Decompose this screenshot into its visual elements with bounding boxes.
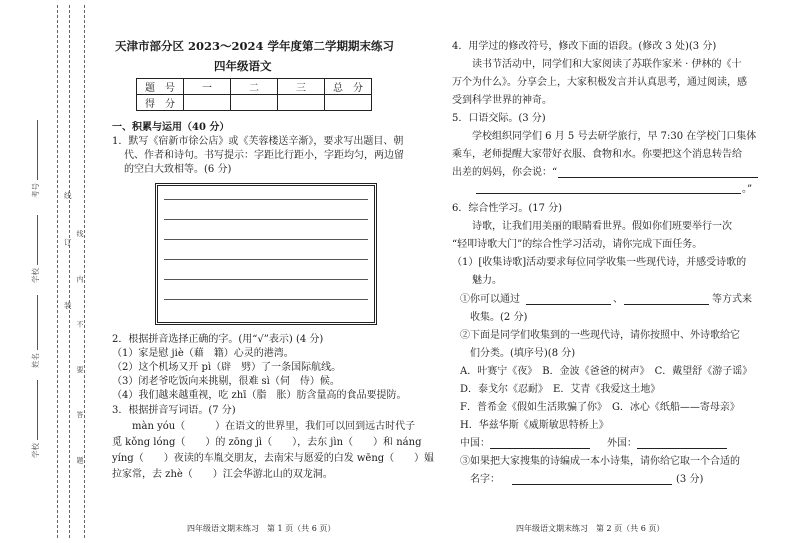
q5-answer-line-2[interactable] xyxy=(476,193,741,194)
score-input-cell[interactable] xyxy=(184,95,231,111)
q3-title: 3．根据拼音写词语。(7 分) xyxy=(112,405,236,416)
writing-line xyxy=(164,279,368,280)
chinese-poems-blank[interactable] xyxy=(490,448,590,449)
q5-line: 学校组织同学们 6 月 5 号去研学旅行，早 7:30 在学校门口集体 xyxy=(452,131,757,142)
writing-line xyxy=(164,299,368,300)
score-label-cell: 得 分 xyxy=(137,95,184,111)
poetry-collection-name-blank[interactable] xyxy=(512,484,672,485)
q1-line: 1．默写《宿新市徐公店》或《芙蓉楼送辛渐》，要求写出题目、朝 xyxy=(112,136,404,147)
foreign-poems-blank[interactable] xyxy=(637,448,727,449)
q4-line: 受到科学世界的神奇。 xyxy=(452,95,552,106)
q3-line: yíng（ ）夜读的车胤交朋友，去南宋与愿爱的白发 wēng（ ）媪 xyxy=(112,453,435,464)
q4-line: 读书节活动中，同学们和大家阅读了苏联作家米 · 伊林的《十 xyxy=(452,59,742,70)
score-table xyxy=(136,78,372,111)
school2-line xyxy=(37,380,38,440)
q6-s1-separator: 、 xyxy=(613,294,623,305)
score-header-cell: 一 xyxy=(184,79,231,95)
binding-line-outer xyxy=(57,5,58,538)
writing-line xyxy=(164,219,368,220)
score-input-cell[interactable] xyxy=(231,95,278,111)
q6-s3: 名字： xyxy=(460,474,500,485)
score-header-cell: 总 分 xyxy=(325,79,372,95)
q5-line: 出差的妈妈，你会说：“ xyxy=(452,167,558,178)
page-1-footer: 四年级语文期末练习 第 1 页（共 6 页） xyxy=(187,524,336,533)
q2-item: （4）我们越来越重视，吃 zhī（脂 胀）肪含量高的食品要提防。 xyxy=(112,390,407,401)
q3-line: màn yóu（ ）在语文的世界里，我们可以回到远古时代子 xyxy=(112,421,416,432)
q6-title: 6．综合性学习。(17 分) xyxy=(452,203,563,214)
cut-word-2: 订 xyxy=(64,238,72,247)
label-school-1: 学校 xyxy=(31,268,40,283)
poem-writing-box[interactable] xyxy=(155,183,377,325)
page-2-footer: 四年级语文期末练习 第 2 页（共 6 页） xyxy=(516,524,665,533)
q6-s3: ③如果把大家搜集的诗编成一本小诗集，请你给它取一个合适的 xyxy=(460,456,740,467)
foreign-poems-label: 外国： xyxy=(607,438,637,449)
label-exam-number: 考号 xyxy=(31,183,40,198)
poem-option: F．普希金《假如生活欺骗了你》 G．冰心《纸船——寄母亲》 xyxy=(460,402,740,413)
q5-answer-line-1[interactable] xyxy=(558,177,758,178)
score-header-cell: 题 号 xyxy=(137,79,184,95)
score-header-cell: 二 xyxy=(231,79,278,95)
chinese-poems-label: 中国： xyxy=(460,438,490,449)
q3-line: 拉家常，去 zhè（ ）江会华游北山的双龙洞。 xyxy=(112,469,333,480)
q2-title: 2．根据拼音选择正确的字。(用“√”表示) (4 分) xyxy=(112,334,324,345)
q6-intro: 诗歌，让我们用美丽的眼睛看世界。假如你们班要举行一次 xyxy=(452,221,732,232)
section-1-heading: 一、积累与运用（40 分） xyxy=(112,122,230,133)
q6-s1-blank-1[interactable] xyxy=(526,304,611,305)
q2-item: （2）这个机场又开 pì（辟 劈）了一条国际航线。 xyxy=(112,362,342,373)
writing-line xyxy=(164,259,368,260)
q6-intro: “轻叩诗歌大门”的综合性学习活动，请你完成下面任务。 xyxy=(452,239,703,250)
q6-s2: 们分类。(填序号)(8 分) xyxy=(460,348,576,359)
q5-line: 乘车，老师提醒大家带好衣服、食物和水。你要把这个消息转告给 xyxy=(452,149,742,160)
writing-line xyxy=(164,239,368,240)
q6-s1-tail: 收集。(2 分) xyxy=(460,312,528,323)
q1-line: 代、作者和诗句。书写提示：字距比行距小，字距均匀，两边留 xyxy=(124,150,404,161)
poem-option: A．叶赛宁《夜》 B．金波《爸爸的树声》 C．戴望舒《游子谣》 xyxy=(460,366,753,377)
q6-task1: 魅力。 xyxy=(452,275,502,286)
q3-line: 觅 kǒng lóng（ ）的 zōng jì（ ），去东 jìn（ ）和 náng xyxy=(112,437,422,448)
poem-option: D．泰戈尔《忍耐》 E．艾青《我爱这土地》 xyxy=(460,384,661,395)
q6-s3-points: (3 分) xyxy=(676,474,704,485)
cut-word-3: 装 xyxy=(64,301,72,310)
q6-s1-suffix: 等方式来 xyxy=(712,294,752,305)
cut-word-1: 线 xyxy=(64,191,72,200)
q1-line: 的空白大致相等。(6 分) xyxy=(124,164,232,175)
q4-title: 4．用学过的修改符号，修改下面的语段。(修改 3 处)(3 分) xyxy=(452,41,717,52)
q2-item: （3）闭老爷吃饭向来挑剔，很难 sì（伺 侍）候。 xyxy=(112,376,340,387)
label-name: 姓名 xyxy=(31,353,40,368)
score-input-cell[interactable] xyxy=(325,95,372,111)
score-input-cell[interactable] xyxy=(278,95,325,111)
label-school-2: 学校 xyxy=(31,443,40,458)
q4-line: 万个为什么》。分享会上，大家积极发言并认真思考，通过阅读，感 xyxy=(452,77,747,88)
cut-text: 线 内 不 要 答 题 xyxy=(76,230,84,482)
name-line xyxy=(37,295,38,350)
q6-s1-prefix: ①你可以通过 xyxy=(460,294,520,305)
q6-task1: （1）[收集诗歌]活动要求每位同学收集一些现代诗，并感受诗歌的 xyxy=(452,257,747,268)
q2-item: （1）家是慰 jiè（藉 籍）心灵的港湾。 xyxy=(112,348,294,359)
page-subtitle: 四年级语文 xyxy=(214,59,272,73)
page-title: 天津市部分区 2023～2024 学年度第二学期期末练习 xyxy=(115,39,395,53)
school-line xyxy=(37,215,38,265)
score-header-cell: 三 xyxy=(278,79,325,95)
poem-option: H．华兹华斯《威斯敏思特桥上》 xyxy=(460,420,609,431)
q6-s2: ②下面是同学们收集到的一些现代诗，请你按照中、外诗歌给它 xyxy=(460,330,740,341)
q5-end: 。” xyxy=(742,184,753,195)
writing-line xyxy=(164,199,368,200)
q5-title: 5．口语交际。(3 分) xyxy=(452,113,546,124)
binding-line-inner xyxy=(69,5,70,538)
exam-number-line xyxy=(37,120,38,180)
q6-s1-blank-2[interactable] xyxy=(624,304,709,305)
